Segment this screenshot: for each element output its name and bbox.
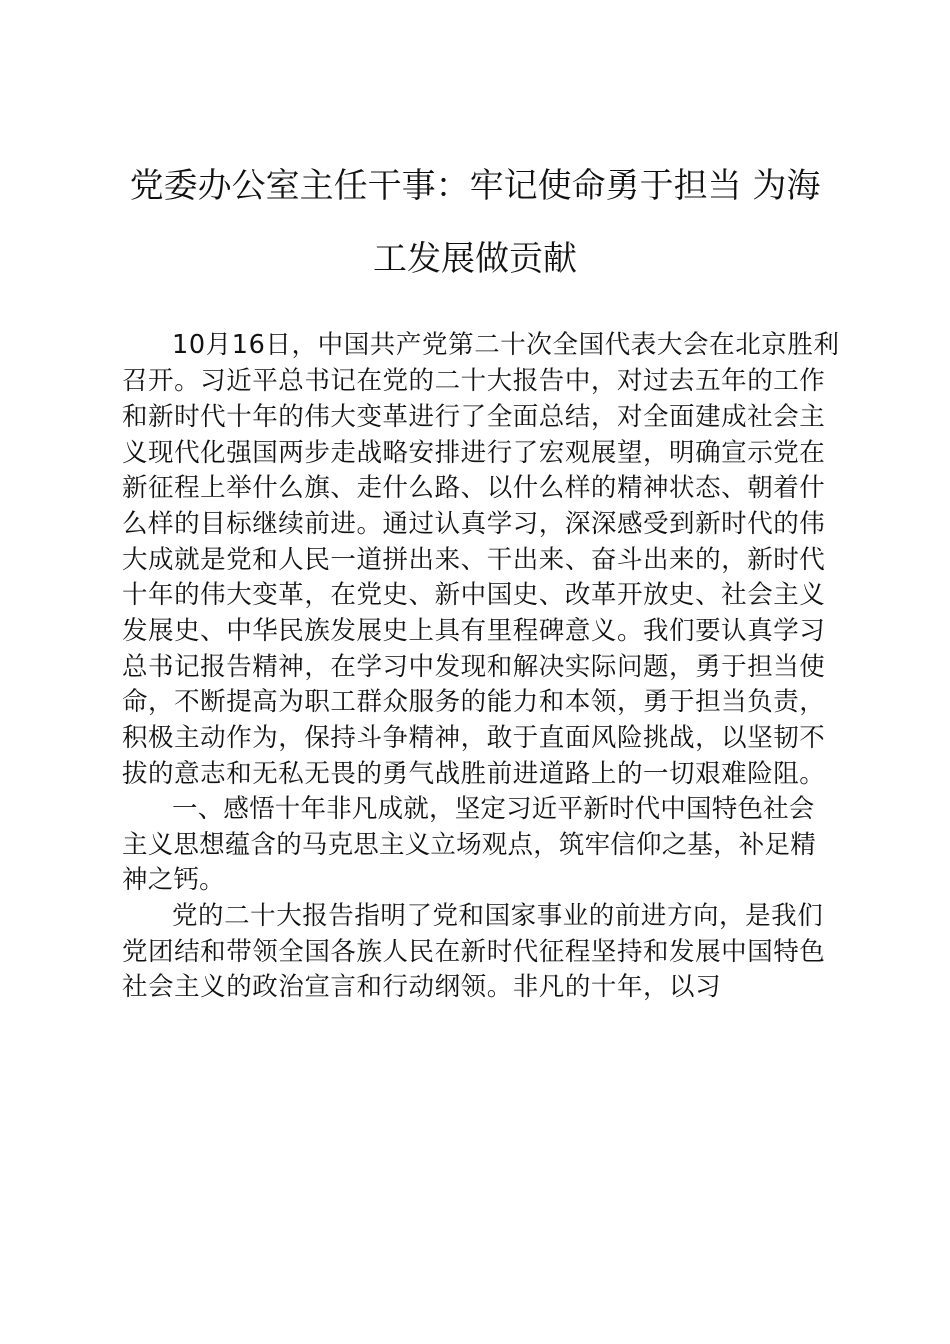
body-line: 党团结和带领全国各族人民在新时代征程坚持和发展中国特色 — [122, 937, 826, 967]
body-line: 拔的意志和无私无畏的勇气战胜前进道路上的一切艰难险阻。 — [122, 759, 826, 789]
body-line: 么样的目标继续前进。通过认真学习，深深感受到新时代的伟 — [122, 509, 826, 539]
body-line: 党的二十大报告指明了党和国家事业的前进方向，是我们 — [172, 901, 824, 931]
body-line: 义现代化强国两步走战略安排进行了宏观展望，明确宣示党在 — [122, 438, 826, 468]
document-title-line-2: 工发展做贡献 — [373, 239, 577, 279]
body-line: 十年的伟大变革，在党史、新中国史、改革开放史、社会主义 — [122, 580, 826, 610]
document-title-line-1: 党委办公室主任干事：牢记使命勇于担当 为海 — [129, 166, 821, 206]
body-line: 发展史、中华民族发展史上具有里程碑意义。我们要认真学习 — [122, 616, 826, 646]
body-line: 10月16日，中国共产党第二十次全国代表大会在北京胜利 — [172, 330, 840, 360]
body-line: 社会主义的政治宣言和行动纲领。非凡的十年，以习 — [122, 972, 722, 1002]
section-heading-line: 主义思想蕴含的马克思主义立场观点，筑牢信仰之基，补足精 — [122, 830, 816, 860]
body-line: 命，不断提高为职工群众服务的能力和本领，勇于担当负责， — [122, 687, 826, 717]
section-heading-line: 一、感悟十年非凡成就，坚定习近平新时代中国特色社会 — [172, 794, 815, 824]
body-line: 大成就是党和人民一道拼出来、干出来、奋斗出来的，新时代 — [122, 545, 826, 575]
body-line: 新征程上举什么旗、走什么路、以什么样的精神状态、朝着什 — [122, 473, 826, 503]
section-heading-line: 神之钙。 — [122, 865, 225, 895]
body-line: 召开。习近平总书记在党的二十大报告中，对过去五年的工作 — [122, 366, 826, 396]
body-line: 总书记报告精神，在学习中发现和解决实际问题，勇于担当使 — [122, 652, 826, 682]
body-line: 积极主动作为，保持斗争精神，敢于直面风险挑战，以坚韧不 — [122, 723, 826, 753]
body-line: 和新时代十年的伟大变革进行了全面总结，对全面建成社会主 — [122, 402, 826, 432]
